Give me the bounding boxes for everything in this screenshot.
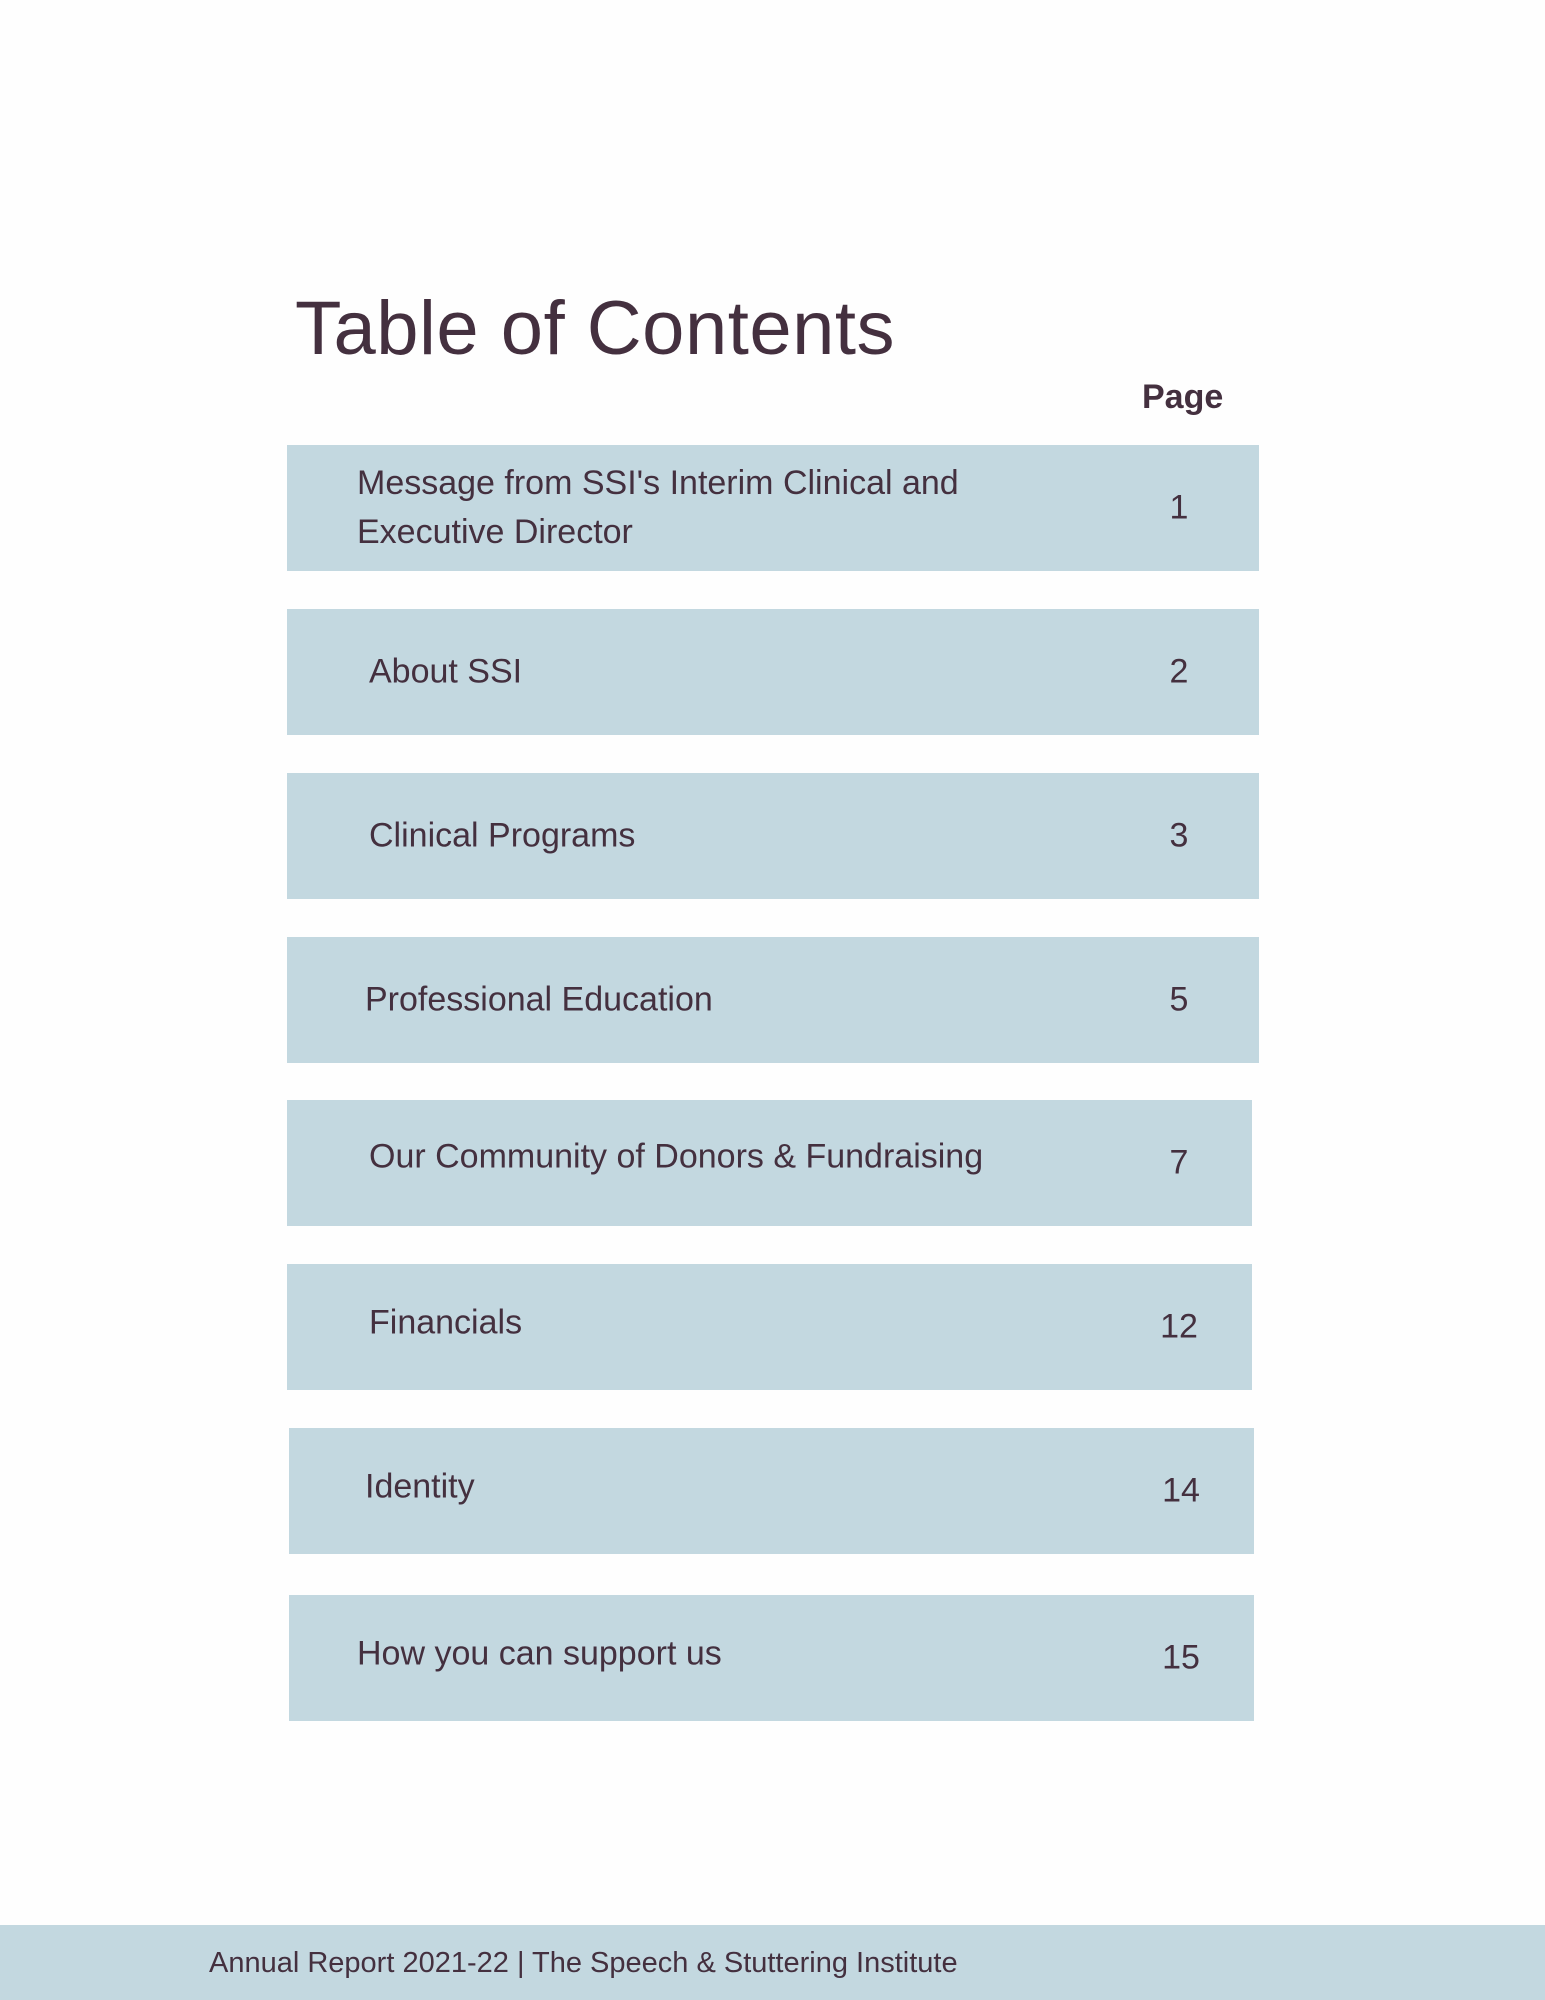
toc-entry-page: 14 [1162,1471,1200,1510]
toc-entry-page: 7 [1169,1143,1189,1182]
toc-entry-page: 12 [1160,1307,1198,1346]
footer-bar [0,1925,1545,2000]
toc-entry-label: Financials [369,1303,523,1342]
toc-entry[interactable] [287,445,1259,571]
toc-entry-label: Professional Education [365,980,713,1019]
footer-text: Annual Report 2021-22 | The Speech & Stuttering Institute [209,1947,958,1979]
toc-entry[interactable] [287,773,1259,899]
toc-entry-label: About SSI [369,652,523,691]
toc-entry[interactable] [289,1595,1254,1721]
toc-entry-page: 15 [1162,1638,1200,1677]
toc-entry-page: 5 [1169,980,1189,1019]
toc-entry-label: Our Community of Donors & Fundraising [369,1137,984,1176]
toc-entry[interactable] [287,1264,1252,1390]
page-column-header: Page [1142,378,1224,416]
toc-entry-page: 3 [1169,816,1189,855]
toc-entry-label: Clinical Programs [369,816,636,855]
toc-entry-label: How you can support us [357,1634,722,1673]
page-title: Table of Contents [295,286,895,371]
toc-entry[interactable] [289,1428,1254,1554]
toc-entry-page: 1 [1169,488,1189,527]
toc-entry[interactable] [287,609,1259,735]
toc-entry[interactable] [287,937,1259,1063]
toc-entry-label: Message from SSI's Interim Clinical and Executive Director [357,464,959,551]
toc-entry-label: Identity [365,1467,475,1506]
toc-entry[interactable] [287,1100,1252,1226]
toc-entry-page: 2 [1169,652,1189,691]
